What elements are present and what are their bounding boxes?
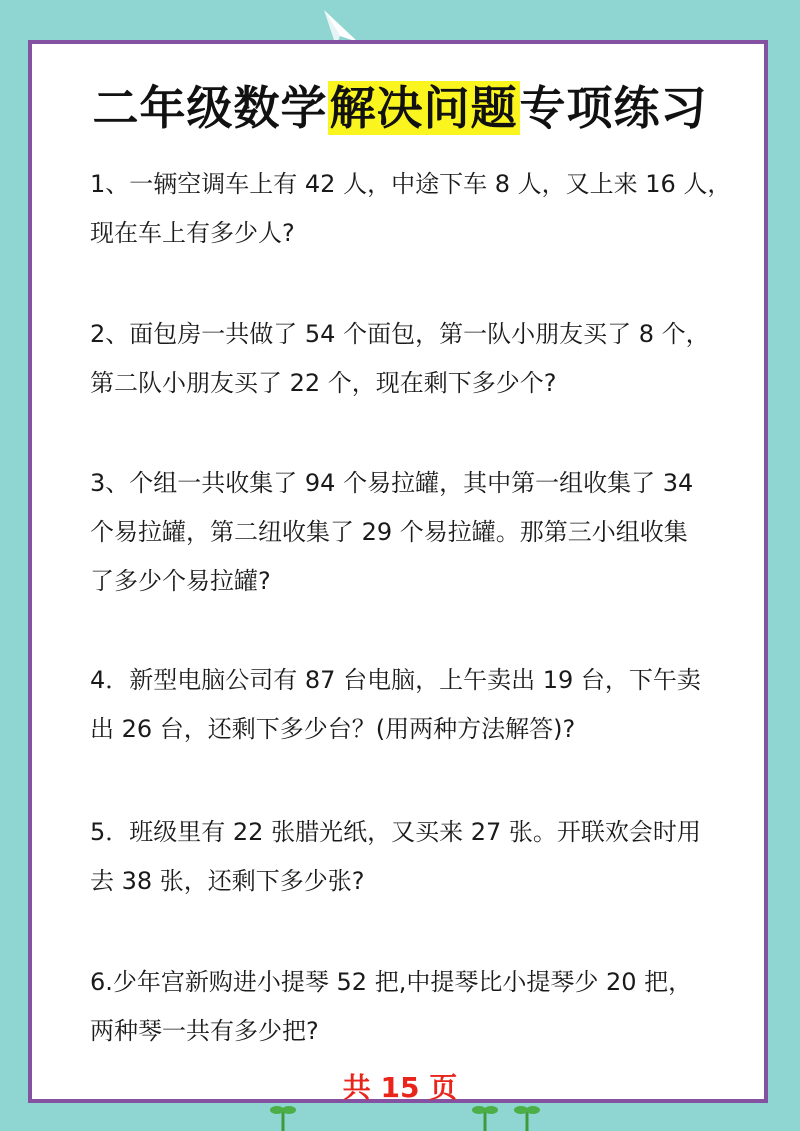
leaf-sprout-icon [470,1098,500,1131]
question-6: 6.少年宫新购进小提琴 52 把,中提琴比小提琴少 20 把， 两种琴一共有多少把? [90,968,693,1045]
leaf-sprout-icon [512,1098,542,1131]
title-highlight: 解决问题 [329,81,518,135]
page-count-footer: 共 15 页 [342,1071,458,1104]
title-part-3: 专项练习 [519,81,708,135]
leaf-sprout-icon [268,1098,298,1131]
question-1: 1、一辆空调车上有 42 人，中途下车 8 人，又上来 16 人， 现在车上有多少人? [90,170,732,247]
question-5: 5．班级里有 22 张腊光纸，又买来 27 张。开联欢会时用 去 38 张，还剩下多少张? [90,818,701,895]
page-title [0,72,800,138]
question-3: 3、个组一共收集了 94 个易拉罐，其中第一组收集了 34 个易拉罐，第二纽收集了 29 个易拉罐。那第三小组收集 了多少个易拉罐? [90,469,694,595]
title-part-1: 二年级数学 [92,81,328,135]
question-2: 2、面包房一共做了 54 个面包，第一队小朋友买了 8 个， 第二队小朋友买了 22 个，现在剩下多少个? [90,320,710,397]
question-4: 4．新型电脑公司有 87 台电脑，上午卖出 19 台，下午卖 出 26 台，还剩下多少台？(用两种方法解答)? [90,666,701,743]
